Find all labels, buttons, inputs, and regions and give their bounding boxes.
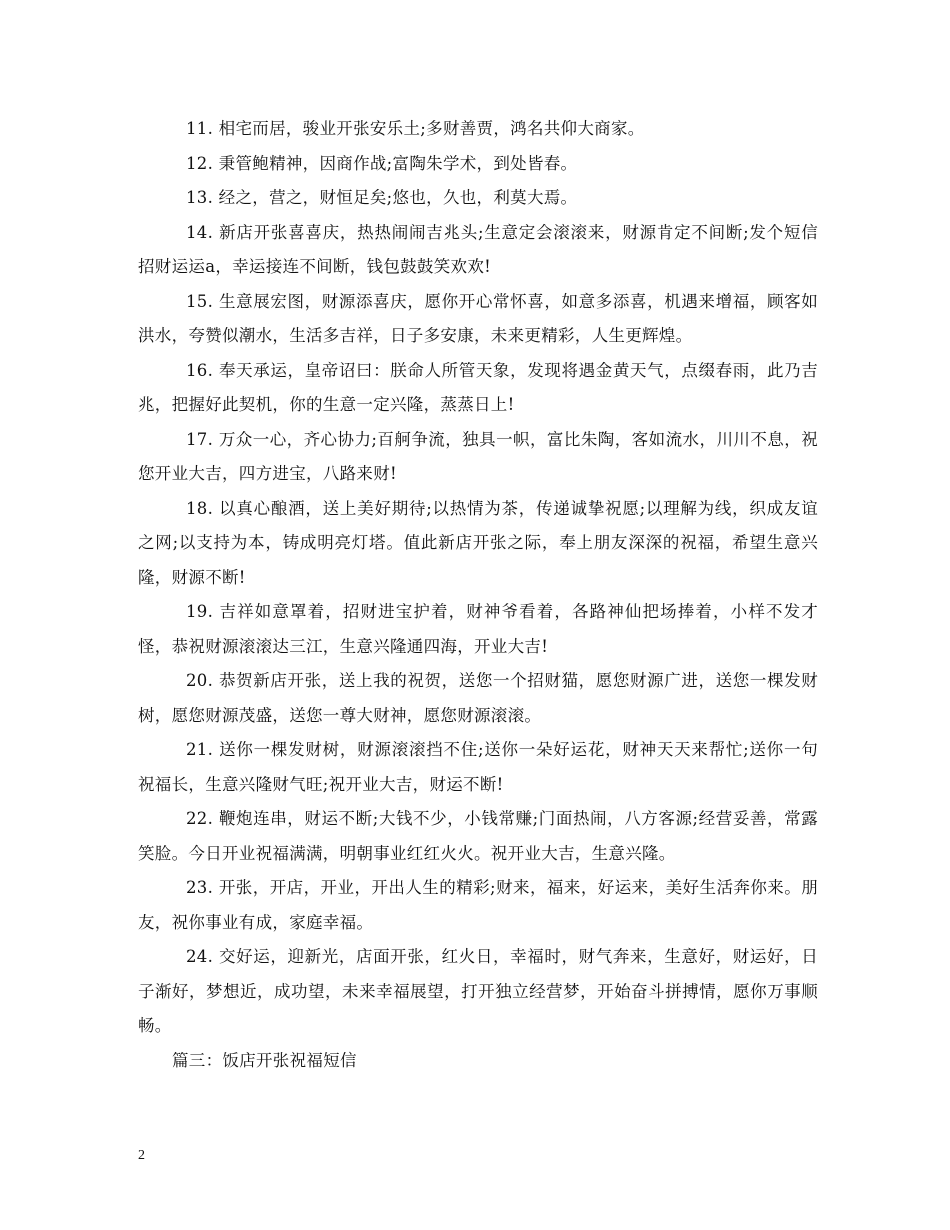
- paragraph-22: 22. 鞭炮连串，财运不断;大钱不少，小钱常赚;门面热闹，八方客源;经营妥善，常露笑脸。今日开业祝福满满，明朝事业红红火火。祝开业大吉，生意兴隆。: [138, 809, 818, 863]
- document-body: [138, 112, 818, 1078]
- section-heading: 篇三：饭店开张祝福短信: [172, 1050, 357, 1070]
- paragraph-12: 12. 秉管鲍精神，因商作战;富陶朱学术，到处皆春。: [186, 153, 578, 173]
- paragraph-16: 16. 奉天承运，皇帝诏曰：朕命人所管天象，发现将遇金黄天气，点缀春雨，此乃吉兆，把握好此契机，你的生意一定兴隆，蒸蒸日上!: [138, 360, 818, 414]
- paragraph-13: 13. 经之，营之，财恒足矣;悠也，久也，利莫大焉。: [186, 188, 578, 207]
- paragraph-21: 21. 送你一棵发财树，财源滚滚挡不住;送你一朵好运花，财神天天来帮忙;送你一句祝福长，生意兴隆财气旺;祝开业大吉，财运不断!: [138, 740, 818, 794]
- paragraph-18: 18. 以真心酿酒，送上美好期待;以热情为茶，传递诚挚祝愿;以理解为线，织成友谊之网;以支持为本，铸成明亮灯塔。值此新店开张之际，奉上朋友深深的祝福，希望生意兴隆，财源不断!: [138, 498, 818, 587]
- paragraph-14: 14. 新店开张喜喜庆，热热闹闹吉兆头;生意定会滚滚来，财源肯定不间断;发个短信招财运运a，幸运接连不间断，钱包鼓鼓笑欢欢!: [138, 222, 818, 276]
- paragraph-17: 17. 万众一心，齐心协力;百舸争流，独具一帜，富比朱陶，客如流水，川川不息，祝您开业大吉，四方进宝，八路来财!: [138, 429, 818, 483]
- paragraph-19: 19. 吉祥如意罩着，招财进宝护着，财神爷看着，各路神仙把场捧着，小样不发才怪，恭祝财源滚滚达三江，生意兴隆通四海，开业大吉!: [138, 602, 818, 656]
- paragraph-15: 15. 生意展宏图，财源添喜庆，愿你开心常怀喜，如意多添喜，机遇来增福，顾客如洪水，夸赞似潮水，生活多吉祥，日子多安康，未来更精彩，人生更辉煌。: [138, 291, 818, 345]
- page-number: 2: [138, 1148, 145, 1163]
- paragraph-24: 24. 交好运，迎新光，店面开张，红火日，幸福时，财气奔来，生意好，财运好，日子渐好，梦想近，成功望，未来幸福展望，打开独立经营梦，开始奋斗拼搏情，愿你万事顺畅。: [138, 947, 818, 1035]
- paragraph-20: 20. 恭贺新店开张，送上我的祝贺，送您一个招财猫，愿您财源广进，送您一棵发财树，愿您财源茂盛，送您一尊大财神，愿您财源滚滚。: [138, 671, 818, 725]
- paragraph-11: 11. 相宅而居，骏业开张安乐土;多财善贾，鸿名共仰大商家。: [186, 119, 645, 138]
- paragraph-23: 23. 开张，开店，开业，开出人生的精彩;财来，福来，好运来，美好生活奔你来。朋友，祝你事业有成，家庭幸福。: [138, 878, 818, 932]
